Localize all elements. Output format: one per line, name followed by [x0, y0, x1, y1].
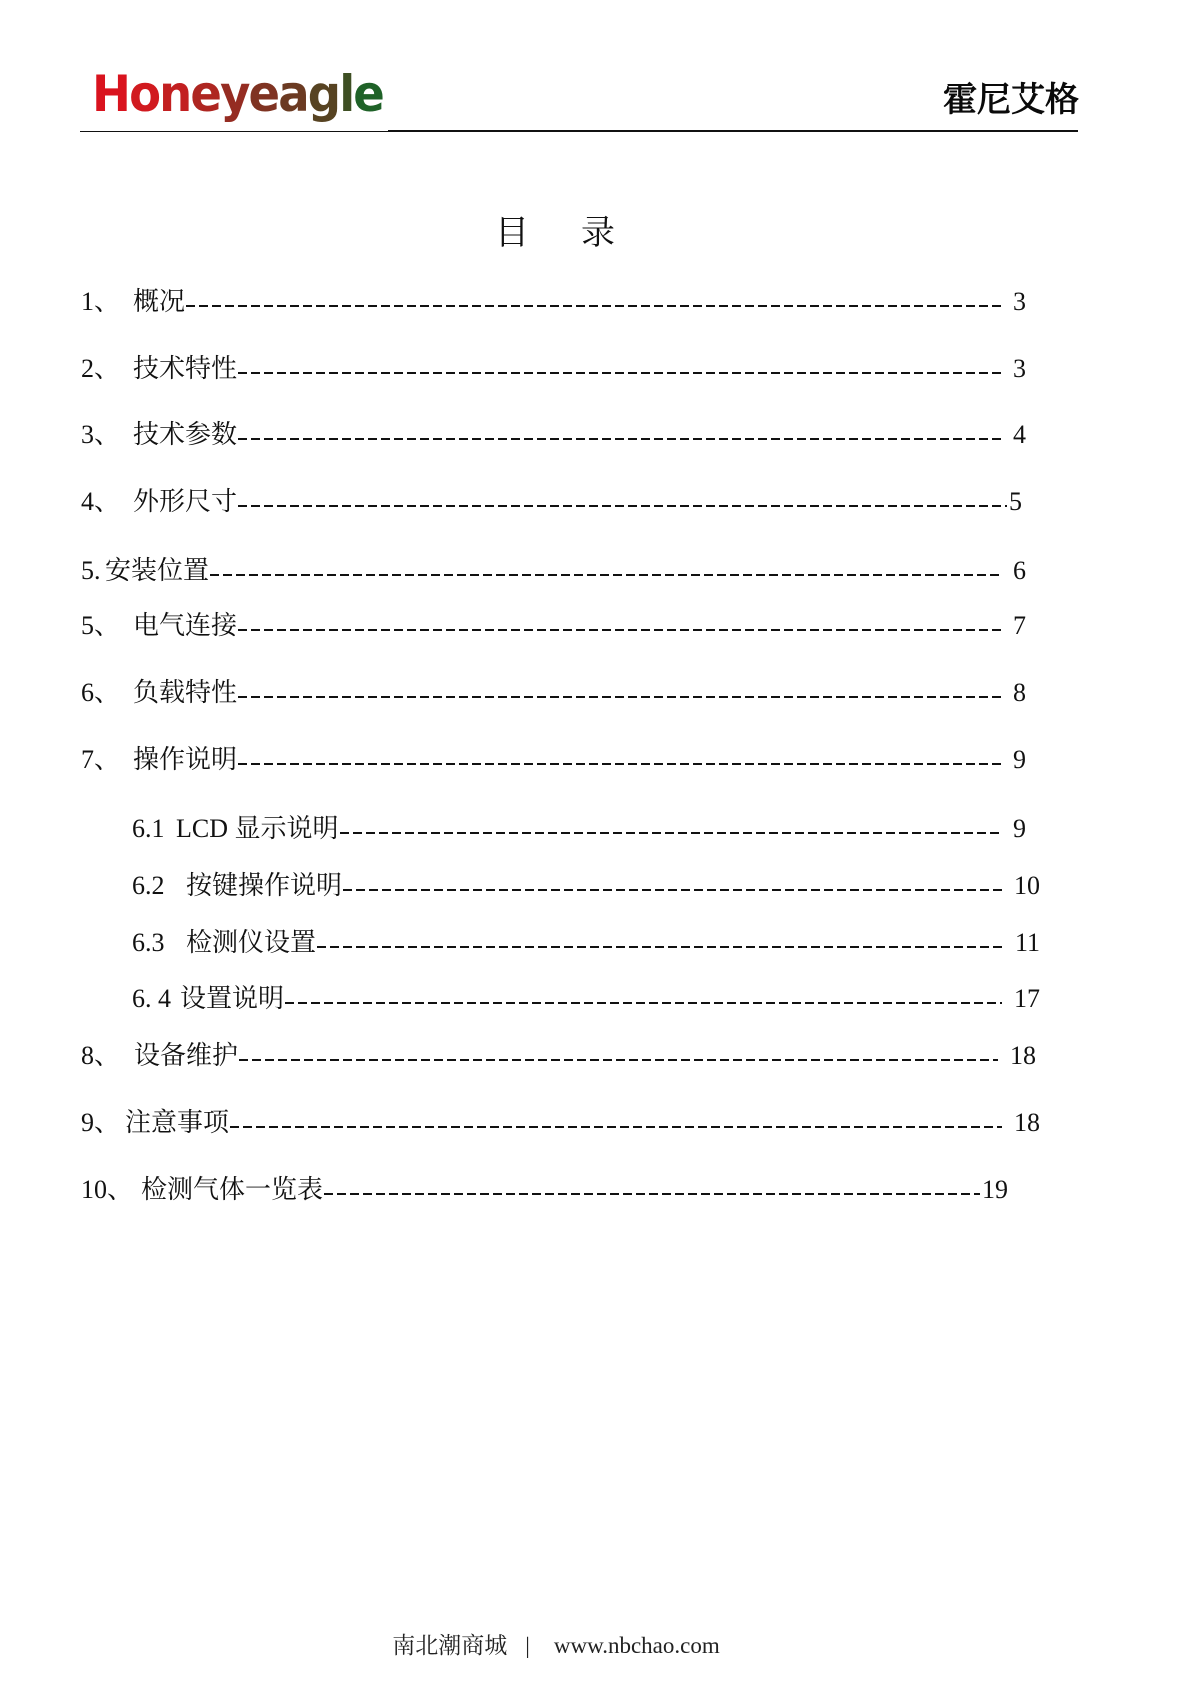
toc-entry-page: 18: [1014, 1108, 1040, 1137]
toc-entry-page: 6: [1013, 556, 1026, 585]
toc-dot-leader: [323, 1173, 982, 1207]
toc-entry[interactable]: [132, 982, 1040, 1016]
toc-entry[interactable]: [81, 418, 1026, 452]
logo-letter: n: [159, 65, 191, 123]
toc-entry-label: 负载特性: [133, 678, 238, 707]
toc-entry-label: 设置说明: [180, 984, 285, 1013]
toc-entry-number: 2、: [81, 354, 121, 383]
toc-entry-number: 6、: [81, 678, 121, 707]
toc-title-left: 目: [495, 213, 529, 253]
toc-entry-page: 19: [982, 1175, 1008, 1204]
toc-entry-page: 5: [1009, 487, 1022, 516]
toc-dot-leader: [342, 869, 1004, 903]
toc-entry[interactable]: [81, 285, 1026, 319]
toc-entry-number: 6.2: [132, 871, 165, 900]
toc-entry[interactable]: [132, 869, 1040, 903]
header-rule-left: [80, 131, 388, 132]
toc-dot-leader: [237, 485, 1009, 519]
toc-entry[interactable]: [81, 1039, 1036, 1073]
footer-separator: |: [525, 1633, 530, 1658]
toc-entry-number: 5.: [81, 556, 101, 585]
toc-dot-leader: [237, 352, 1003, 386]
toc-entry-number: 3、: [81, 420, 121, 449]
toc-entry[interactable]: [81, 485, 1022, 519]
toc-entry-label: 检测仪设置: [186, 928, 317, 957]
logo-letter: l: [339, 65, 354, 123]
toc-entry-label: 注意事项: [125, 1108, 230, 1137]
toc-title: [0, 213, 1110, 253]
toc-entry-label: 技术参数: [133, 420, 238, 449]
toc-entry[interactable]: [81, 554, 1026, 588]
toc-dot-leader: [209, 554, 1003, 588]
logo-letter: o: [129, 65, 160, 123]
logo-letter: e: [190, 65, 221, 123]
toc-entry-number: 8、: [81, 1041, 121, 1070]
toc-dot-leader: [237, 743, 1003, 777]
toc-entry[interactable]: [132, 926, 1040, 960]
toc-entry-label: 外形尺寸: [133, 487, 238, 516]
logo-letter: g: [307, 65, 340, 123]
toc-dot-leader: [237, 609, 1003, 643]
footer-site-name: 南北潮商城: [392, 1633, 508, 1658]
toc-entry-label: 技术特性: [133, 354, 238, 383]
toc-entry-page: 3: [1013, 287, 1026, 316]
toc-entry-page: 4: [1013, 420, 1026, 449]
toc-entry-number: 5、: [81, 611, 121, 640]
toc-entry-label: 安装位置: [105, 556, 210, 585]
logo-letter: H: [92, 65, 130, 123]
toc-entry[interactable]: [81, 1106, 1040, 1140]
toc-dot-leader: [237, 418, 1003, 452]
toc-entry[interactable]: [132, 812, 1026, 846]
toc-entry-page: 18: [1010, 1041, 1036, 1070]
toc-entry-label: LCD 显示说明: [176, 814, 339, 843]
toc-entry-number: 4、: [81, 487, 121, 516]
toc-entry[interactable]: [81, 676, 1026, 710]
toc-entry-label: 操作说明: [133, 745, 238, 774]
toc-title-right: 录: [581, 213, 615, 253]
footer-url[interactable]: www.nbchao.com: [553, 1633, 720, 1658]
toc-entry[interactable]: [81, 743, 1026, 777]
toc-entry-page: 9: [1013, 814, 1026, 843]
toc-entry-page: 17: [1014, 984, 1040, 1013]
toc-dot-leader: [237, 676, 1003, 710]
toc-entry-number: 7、: [81, 745, 121, 774]
toc-entry-number: 6. 4: [132, 984, 171, 1013]
toc-dot-leader: [238, 1039, 1000, 1073]
page-footer: [0, 1631, 1112, 1661]
toc-entry-label: 按键操作说明: [186, 871, 343, 900]
toc-entry[interactable]: [81, 352, 1026, 386]
logo-letter: a: [278, 65, 308, 123]
toc-dot-leader: [185, 285, 1003, 319]
logo-letter: e: [353, 65, 383, 123]
toc-dot-leader: [229, 1106, 1004, 1140]
header-rule-right: [388, 130, 1078, 132]
toc-entry-page: 7: [1013, 611, 1026, 640]
brand-name-cn: 霍尼艾格: [943, 80, 1079, 120]
toc-entry-number: 1、: [81, 287, 121, 316]
logo-letter: e: [248, 65, 279, 123]
toc-dot-leader: [339, 812, 1003, 846]
toc-entry-label: 检测气体一览表: [141, 1175, 324, 1204]
toc-entry[interactable]: [81, 1173, 1008, 1207]
logo-letter: y: [220, 65, 249, 123]
toc-entry-page: 11: [1014, 928, 1040, 957]
toc-dot-leader: [284, 982, 1004, 1016]
toc-entry-page: 9: [1013, 745, 1026, 774]
toc-entry-label: 电气连接: [133, 611, 238, 640]
toc-entry-number: 6.1: [132, 814, 165, 843]
honeyeagle-logo: [92, 64, 383, 124]
toc-entry-number: 6.3: [132, 928, 165, 957]
toc-entry-label: 设备维护: [134, 1041, 239, 1070]
toc-entry-label: 概况: [133, 287, 186, 316]
toc-entry-page: 10: [1014, 871, 1040, 900]
page-header: [0, 0, 1200, 140]
toc-entry-page: 3: [1013, 354, 1026, 383]
toc-dot-leader: [316, 926, 1005, 960]
toc-entry-number: 10、: [81, 1175, 134, 1204]
toc-entry[interactable]: [81, 609, 1026, 643]
toc-entry-page: 8: [1013, 678, 1026, 707]
toc-entry-number: 9、: [81, 1108, 121, 1137]
